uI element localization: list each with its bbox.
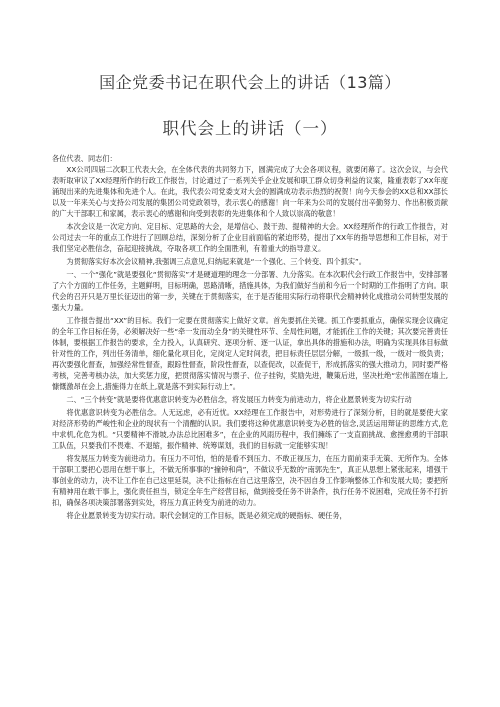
section-title: 职代会上的讲话（一）	[162, 119, 338, 138]
paragraph: 将优惠意识转变为必胜信念。人无远虑，必有近忧。XX经理在工作报告中，对形势进行了深刻分析，目的就是要使大家对经济形势的严峻性和企业的现状有一个清醒的认识。我们要将这种优惠意识转变为必胜的信念,灵活运用辩证的思维方式,危中求机,化危为机。“只要精神不滑坡,办法总比困难多”，在企业的风雨历程中，我们擁练了一支直面挑战、愈挫愈勇的干部职工队伍，只要我们不畏难、不退缩，振作精神、统筹谋划，我们的目标就一定能够实现！	[52, 408, 448, 450]
paragraph: 将发展压力转变为前进动力。有压力不可怕，怕的是看不到压力、不敢正视压力，在压力面前束手无策、无所作为。全体干部职工要把心思用在想干事上，不做无所事事的“撞钟和尚”，不做议乎无数的“南郭先生”，真正从思想上紧张起来，增强干事创业的动力，决不让工作在自己这里延误，决不让指标在自己这里落空，决不因自身工作影响整体工作和发展大局；要把所有精神用在敢干事上，强化责任担当，锁定全年生产经营目标，做到接受任务不讲条件，执行任务不说困难，完成任务不打折扣，确保各项决策部署落到实处，将压力真正转变为前进的动力。	[52, 454, 448, 507]
document-title: 国企党委书记在职代会上的讲话（13篇）	[99, 73, 401, 92]
paragraph: 为贯彻落实好本次会议精神,我强调三点意见,归纳起来就是“一个强化、三个转变、四个抓实”。	[66, 257, 366, 266]
paragraph: 将企业愿景转变为切实行动。职代会制定的工作目标，既是必须完成的硬指标、硬任务，	[66, 511, 347, 520]
paragraph: 本次会议是一次定方向、定目标、定思路的大会，是增信心、鼓干劲、提精神的大会。XX经理所作的行政工作报告，对公司过去一年的重点工作进行了回顾总结，深刻分析了企业目前面临的紧迫形势，提出了XX年的指导思想和工作目标，对于我们坚定必胜信念，奋起迎接挑战，夺取各项工作的全面胜利，有着重大的指导意义。	[52, 222, 448, 253]
salutation: 各位代表、同志们：	[52, 154, 117, 163]
paragraph: XX公司四届二次职工代表大会，在全体代表的共同努力下，圆满完成了大会各项议程，就要闭幕了。这次会议，与会代表听取审议了XX经理所作的行政工作报告，讨论通过了一系列关乎企业发展和职工群众切身利益的议案，隆重表彰了XX年度涌现出来的先进集体和先进个人。在此，我代表公司党委支对大会的圆满成功表示热烈的祝贺！向今天参会的XX总和XX部长以及一年来关心与支持公司发展的集团公司党政领导，表示衷心的感谢！向一年来为公司的发展付出辛勤努力、作出积极贡献的广大干部职工和家属，表示衷心的感谢和向受到表彰的先进集体和个人致以崇高的敬意！	[52, 165, 448, 218]
paragraph: 二、“三个转变”就是要将优惠意识转变为必胜信念，将发展压力转变为前进动力，将企业愿景转变为切实行动	[66, 395, 412, 404]
paragraph: 一、一个“强化”就是要强化“贯彻落实”才是硬道理的理念一分部署、九分落实。在本次职代会行政工作报告中，安排部署了六个方面的工作任务，主题鲜明，目标明确，思路清晰，措施具体，为我们做好当前和今后一个时期的工作指明了方向。职代会的召开只是万里长征迈出的第一步，关键在于贯彻落实，在于是否能用实际行动将职代会精神转化成推动公司转型发展的强大力量。	[52, 270, 448, 312]
paragraph: 工作报告提出“XX”的目标。我们一定要在贯彻落实上做好文章。首先要抓住关键。抓工作要抓重点，确保实现会议确定的全年工作目标任务，必须解决好一些“牵一发而动全身”的关键性环节、全局性问题，才能抓住工作的关键；其次要完善责任体制，要根据工作报告的要求，全力投入，认真研究、逐项分析、逐一认证，拿出具体的措施和办法，明确为实现具体目标做针对性的工作，列出任务清单，细化量化项目化，定岗定人定时间表，把目标责任层层分解，一级抓一级，一级对一级负责；再次要强化督查，加强经常性督查，跟踪性督查，阶段性督查，以查促改，以查促干，形成抓落实的强大推动力，同时要严格考核，完善考核办法，加大奖惩力度，把贯彻落实情况与票子、位子挂钩，奖励先进，鞭策后进，坚决杜绝“宏伟蓝图在墙上,慷慨激昂在会上,措施得力在纸上,就是落不到实际行动上”。	[52, 316, 448, 391]
